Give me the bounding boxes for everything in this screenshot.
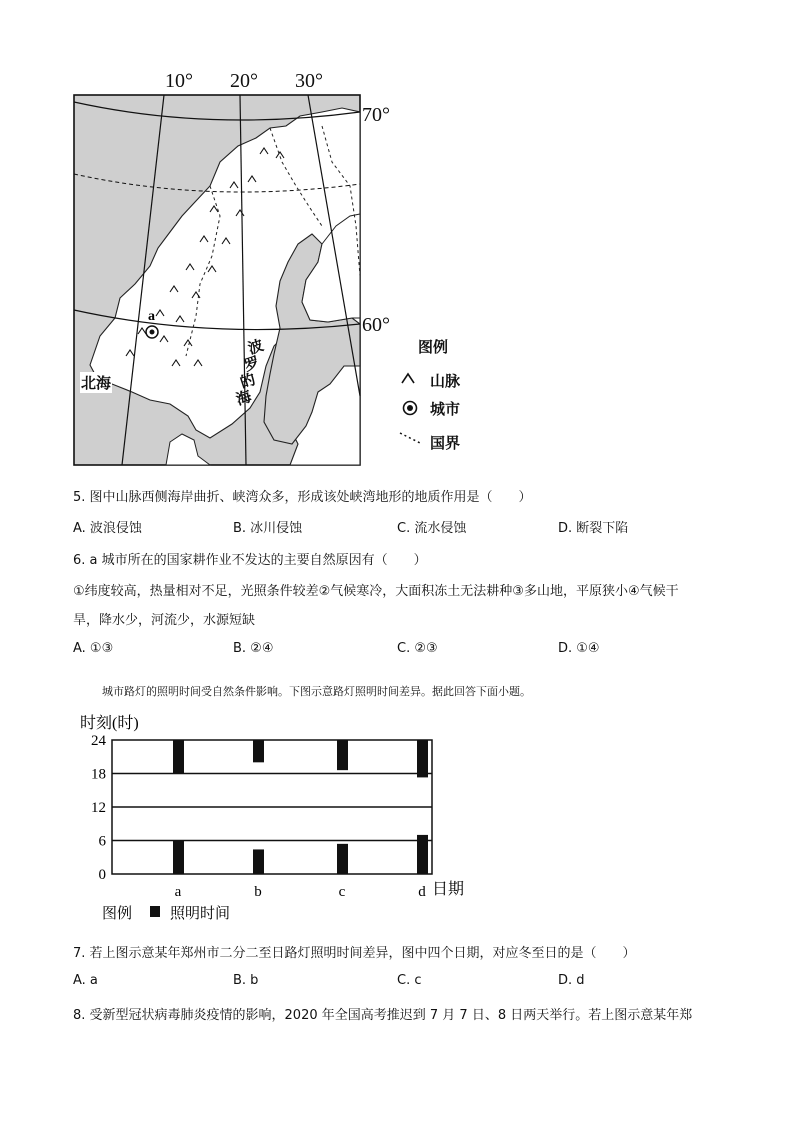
chart-bar-a-0 — [173, 740, 184, 774]
baltic-sea-label: 波 罗 的 海 — [233, 336, 266, 409]
chart-bar-b-0 — [253, 740, 264, 762]
chart-bar-c-0 — [337, 740, 348, 770]
lon-label-10: 10° — [165, 70, 193, 92]
question-5-stem: 5. 图中山脉西侧海岸曲折、峡湾众多，形成该处峡湾地形的地质作用是（ ） — [73, 490, 532, 505]
chart-bar-b-1 — [253, 849, 264, 874]
q5-option-b: B. 冰川侵蚀 — [233, 521, 303, 536]
q5-option-d: D. 断裂下陷 — [558, 521, 629, 536]
chart-bar-a-1 — [173, 841, 184, 875]
chart-ytick-label: 0 — [98, 867, 106, 883]
city-a-label: a — [148, 309, 155, 324]
q5-option-c: C. 流水侵蚀 — [397, 521, 467, 536]
q6-option-a: A. ①③ — [73, 641, 114, 656]
lon-label-20: 20° — [230, 70, 258, 92]
mountain-icon — [400, 371, 416, 385]
q7-option-d: D. d — [558, 973, 585, 988]
lat-label-70: 70° — [362, 104, 390, 126]
chart-ytick-label: 24 — [91, 733, 106, 749]
chart-legend-swatch — [150, 906, 160, 917]
chart-bar-c-1 — [337, 844, 348, 874]
chart-legend-label: 照明时间 — [170, 906, 231, 922]
question-6-stem: 6. a 城市所在的国家耕作业不发达的主要自然原因有（ ） — [73, 553, 427, 568]
q7-option-a: A. a — [73, 973, 98, 988]
legend-border-label: 国界 — [430, 434, 461, 452]
chart-intro-text: 城市路灯的照明时间受自然条件影响。下图示意路灯照明时间差异。据此回答下面小题。 — [102, 685, 531, 698]
legend-city-label: 城市 — [430, 400, 461, 418]
q6-option-c: C. ②③ — [397, 641, 438, 656]
legend-city — [402, 400, 418, 420]
chart-bar-d-0 — [417, 740, 428, 777]
question-8-stem: 8. 受新型冠状病毒肺炎疫情的影响，2020 年全国高考推迟到 7 月 7 日、8 日两天举行。若上图示意某年郑 — [73, 1008, 693, 1023]
chart-ytick-label: 12 — [91, 800, 106, 816]
legend-mountain-label: 山脉 — [430, 372, 461, 390]
question-6-body-line2: 旱，降水少，河流少，水源短缺 — [73, 613, 256, 628]
lighting-chart — [60, 710, 480, 930]
chart-bar-d-1 — [417, 835, 428, 874]
lon-label-30: 30° — [295, 70, 323, 92]
q6-option-b: B. ②④ — [233, 641, 274, 656]
question-7-stem: 7. 若上图示意某年郑州市二分二至日路灯照明时间差异，图中四个日期，对应冬至日的是（ ） — [73, 946, 636, 961]
map-figure — [60, 66, 480, 471]
border-icon — [398, 430, 424, 446]
q6-option-d: D. ①④ — [558, 641, 600, 656]
chart-category-label: c — [338, 884, 346, 900]
chart-category-label: a — [174, 884, 182, 900]
chart-xlabel: 日期 — [432, 881, 465, 898]
city-icon — [402, 400, 418, 416]
q5-option-a: A. 波浪侵蚀 — [73, 521, 142, 536]
chart-ytick-label: 6 — [98, 833, 106, 850]
chart-ylabel: 时刻(时) — [80, 715, 139, 732]
map-legend-title: 图例 — [418, 338, 449, 356]
q7-option-b: B. b — [233, 973, 259, 988]
q7-option-c: C. c — [397, 973, 422, 988]
lat-label-60: 60° — [362, 314, 390, 336]
legend-mountain — [400, 370, 416, 389]
north-sea-label: 北海 — [81, 374, 112, 392]
legend-border — [398, 430, 424, 450]
chart-ytick-label: 18 — [91, 766, 106, 783]
lighting-chart-svg — [60, 710, 480, 930]
chart-category-label: d — [418, 884, 426, 900]
chart-category-label: b — [254, 884, 262, 900]
question-6-body-line1: ①纬度较高，热量相对不足，光照条件较差②气候寒冷，大面积冻土无法耕种③多山地，平原狭小④气候干 — [73, 584, 679, 599]
chart-legend-title: 图例 — [102, 906, 133, 922]
